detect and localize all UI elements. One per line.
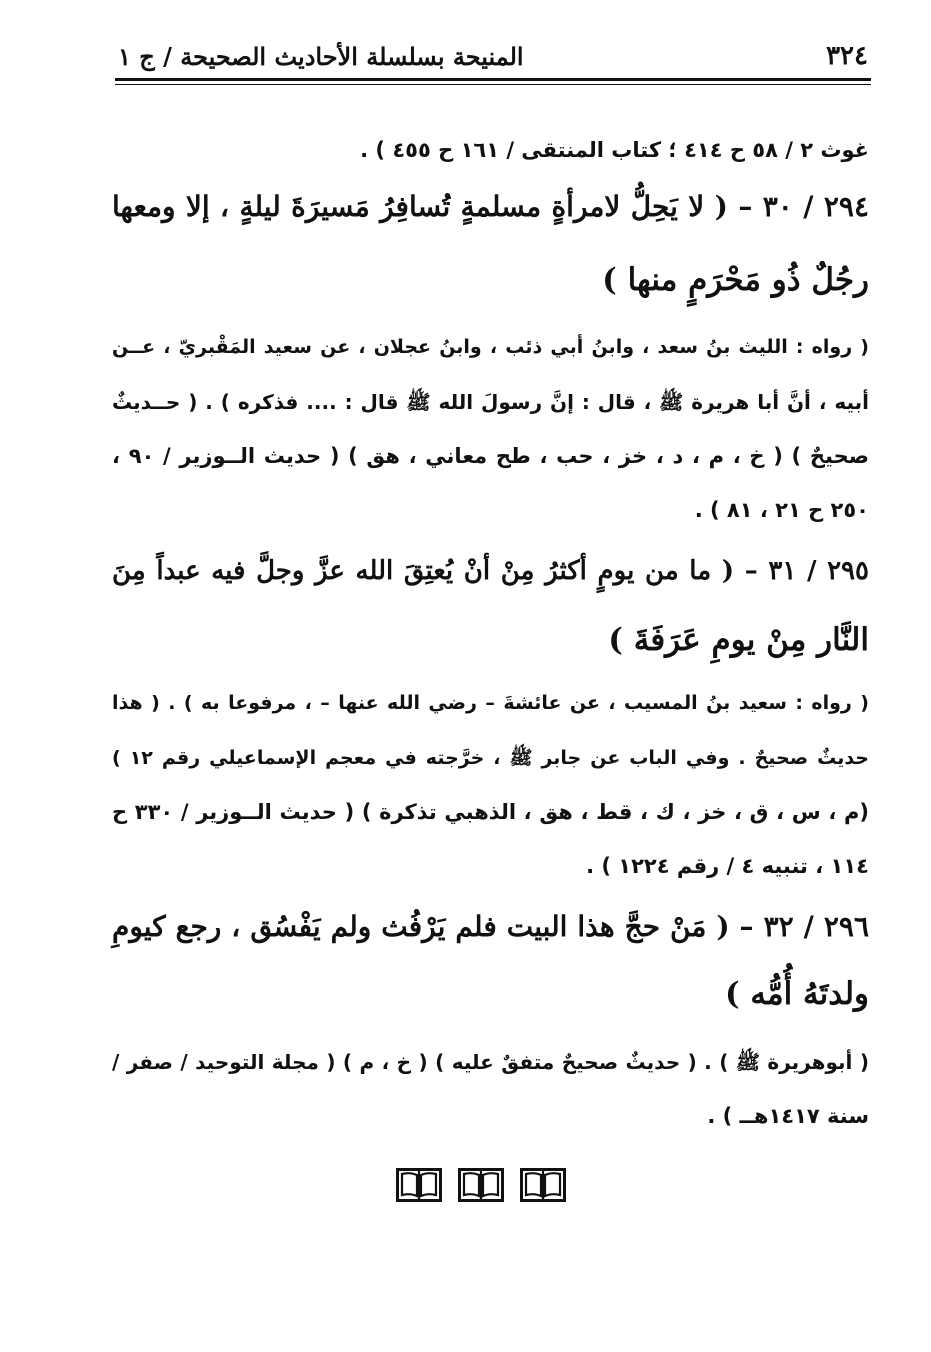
hadith-296-source: ( أبوهريرة ﷺ ) . ( حديثٌ صحيحٌ متفقٌ عليه ) ( خ ، م ) ( مجلة التوحيد / صفر / — [112, 1050, 869, 1074]
hadith-294-source: أبيه ، أنَّ أبا هريرة ﷺ ، قال : إنَّ رسولَ الله ﷺ قال : .... فذكره ) . ( حــديثٌ — [112, 390, 869, 414]
hadith-295-source: حديثٌ صحيحٌ . وفي الباب عن جابر ﷺ ، خرَّجته في معجم الإسماعيلي رقم ١٢ ) — [112, 747, 869, 769]
open-book-icon — [520, 1168, 566, 1202]
hadith-295-source: ( رواه : سعيد بنُ المسيب ، عن عائشةَ – رضي الله عنها – ، مرفوعا به ) . ( هذا — [112, 692, 869, 714]
header-rule-thick — [115, 78, 871, 81]
hadith-296-text: ٢٩٦ / ٣٢ – ( مَنْ حجَّ هذا البيت فلم يَرْفُث ولم يَفْسُق ، رجع كيومِ — [112, 910, 869, 943]
hadith-295-source: (م ، س ، ق ، خز ، ك ، قط ، هق ، الذهبي تذكرة ) ( حديث الــوزير / ٣٣٠ ح — [112, 800, 869, 824]
hadith-296-text: ولدتَهُ أُمُّه ) — [724, 976, 869, 1012]
header-rule-thin — [115, 84, 871, 85]
hadith-294-source: ( رواه : الليث بنُ سعد ، وابنُ أبي ذئب ، وابنُ عجلان ، عن سعيد المَقْبريّ ، عــن — [112, 336, 869, 358]
hadith-295-source: ١١٤ ، تنبيه ٤ / رقم ١٢٢٤ ) . — [586, 854, 869, 878]
hadith-294-text: رجُلٌ ذُو مَحْرَمٍ منها ) — [602, 262, 869, 298]
hadith-294-source: صحيحٌ ) ( خ ، م ، د ، خز ، حب ، طح معاني ، هق ) ( حديث الــوزير / ٩٠ ، — [112, 444, 869, 468]
open-book-icon — [396, 1168, 442, 1202]
open-book-icon — [458, 1168, 504, 1202]
section-end-ornament — [396, 1168, 566, 1208]
text-line: غوث ٢ / ٥٨ ح ٤١٤ ؛ كتاب المنتقى / ١٦١ ح ٤٥٥ ) . — [360, 138, 869, 162]
hadith-296-source: سنة ١٤١٧هــ ) . — [707, 1104, 869, 1128]
hadith-294-text: ٢٩٤ / ٣٠ – ( لا يَحِلُّ لامرأةٍ مسلمةٍ تُسافِرُ مَسيرَةَ ليلةٍ ، إلا ومعها — [112, 190, 869, 223]
hadith-295-text: النَّار مِنْ يومِ عَرَفَةَ ) — [608, 622, 869, 658]
running-header — [118, 36, 868, 76]
page-number: ٣٢٤ — [826, 41, 868, 71]
hadith-294-source: ٢٥٠ ح ٢١ ، ٨١ ) . — [694, 498, 869, 522]
hadith-295-text: ٢٩٥ / ٣١ – ( ما من يومٍ أكثرُ مِنْ أنْ يُعتِقَ الله عزَّ وجلَّ فيه عبداً مِنَ — [112, 556, 869, 586]
book-title: المنيحة بسلسلة الأحاديث الصحيحة / ج ١ — [118, 41, 524, 71]
